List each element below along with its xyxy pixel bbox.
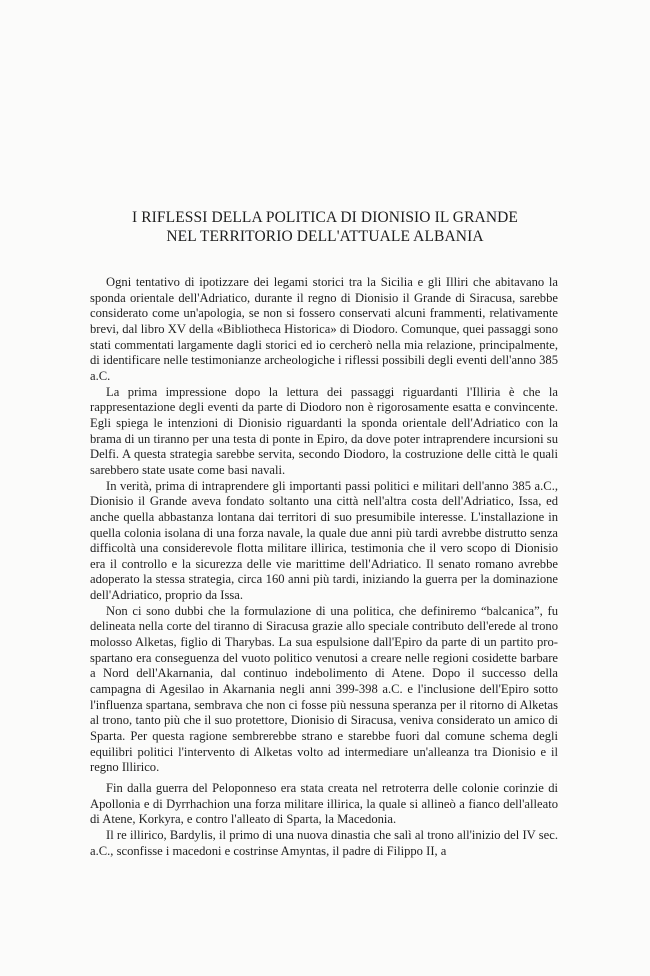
article-title [60,208,590,246]
paragraph-4: Non ci sono dubbi che la formulazione di una politica, che definiremo “balcanica”, fu delineata nella corte del tiranno di Siracusa grazie allo speciale contributo dell'erede al trono molosso Alketas, figlio di Tharybas. La sua espulsione dall'Epiro da parte di un partito pro-spartano era conseguenza del vuoto politico venutosi a creare nelle regioni cosidette barbare a Nord dell'Akarnania, dal continuo indebolimento di Atene. Dopo il successo della campagna di Agesilao in Akarnania negli anni 399-398 a.C. e l'inclusione dell'Epiro sotto l'influenza spartana, sembrava che non ci fosse più nessuna speranza per il ritorno di Alketas al trono, tanto più che il suo protettore, Dionisio di Siracusa, veniva considerato un amico di Sparta. Per questa ragione sembrerebbe strano e starebbe fuori dal comune schema degli equilibri politici l'intervento di Alketas volto ad intermediare un'alleanza tra Dionisio e il regno Illirico. [90,603,558,775]
paragraph-2: La prima impressione dopo la lettura dei passaggi riguardanti l'Illiria è che la rappresentazione degli eventi da parte di Diodoro non è rigorosamente esatta e convincente. Egli spiega le intenzioni di Dionisio riguardanti la sponda orientale dell'Adriatico con la brama di un tiranno per una testa di ponte in Epiro, da dove poter intraprendere incursioni su Delfi. A questa strategia sarebbe servita, secondo Diodoro, la costruzione delle città le quali sarebbero state usate come basi navali. [90,384,558,477]
article-title-line-1: I RIFLESSI DELLA POLITICA DI DIONISIO IL GRANDE [131,209,518,226]
paragraph-5: Fin dalla guerra del Peloponneso era stata creata nel retroterra delle colonie corinzie di Apollonia e di Dyrrhachion una forza militare illirica, la quale si allineò a fianco dell'alleato di Atene, Korkyra, e contro l'alleato di Sparta, la Macedonia. [90,781,558,827]
paragraph-6: Il re illirico, Bardylis, il primo di una nuova dinastia che salì al trono all'inizio del IV sec. a.C., sconfisse i macedoni e costrinse Amyntas, il padre di Filippo II, a [90,827,558,858]
paragraph-3: In verità, prima di intraprendere gli importanti passi politici e militari dell'anno 385 a.C., Dionisio il Grande aveva fondato soltanto una città nell'altra costa dell'Adriatico, Issa, ed anche quella abbastanza lontana dai territori di suo presumibile interesse. L'installazione in quella colonia isolana di una forza navale, la quale due anni più tardi avrebbe distrutto senza difficoltà una considerevole flotta militare illirica, testimonia che il vero scopo di Dionisio era il controllo e la sicurezza delle vie marittime dell'Adriatico. Il senato romano avrebbe adoperato la stessa strategia, circa 160 anni più tardi, iniziando la guerra per la dominazione dell'Adriatico, proprio da Issa. [90,478,558,603]
paragraph-1: Ogni tentativo di ipotizzare dei legami storici tra la Sicilia e gli Illiri che abitavano la sponda orientale dell'Adriatico, durante il regno di Dionisio il Grande di Siracusa, sarebbe considerato come un'apologia, se non si fossero conservati alcuni frammenti, relativamente brevi, dal libro XV della «Bibliotheca Historica» di Diodoro. Comunque, quei passaggi sono stati commentati largamente dagli storici ed io cercherò nella mia relazione, principalmente, di identificare nelle testimonianze archeologiche i riflessi possibili degli eventi dell'anno 385 a.C. [90,275,558,383]
article-title-line-2: NEL TERRITORIO DELL'ATTUALE ALBANIA [166,228,484,245]
article-body [90,275,558,859]
